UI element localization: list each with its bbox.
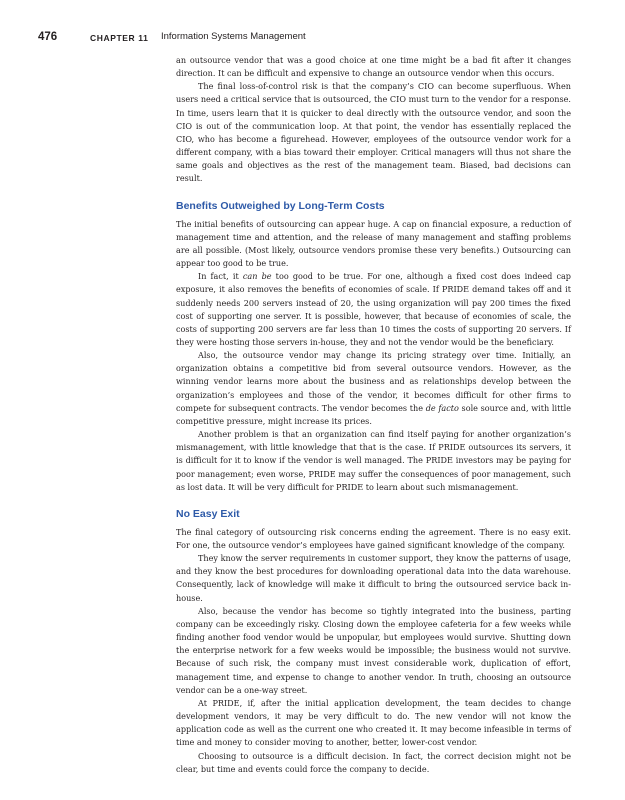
chapter-title: Information Systems Management (161, 31, 306, 42)
paragraph: The initial benefits of outsourcing can appear huge. A cap on financial exposure, a reduction of management time and attention, and the release of many management and staffing problems are all possible. (Most likely, outsource vendors promise these very benefits.) Outsourcing can appear too good to be true. (176, 218, 571, 269)
page-body (176, 54, 571, 776)
text-run: Also, the outsource vendor may change its pricing strategy over time. Initially, an organization obtains a competitive bid from several outsource vendors. However, as the winning vendor learns more about the business and as relationships develop between the organization’s employees and those of the vendor, it becomes difficult for other firms to compete for subsequent contracts. The vendor becomes the (176, 350, 571, 413)
paragraph (176, 349, 571, 428)
text-run: too good to be true. For one, although a fixed cost does indeed cap exposure, it also removes the benefits of economies of scale. If PRIDE demand takes off and it suddenly needs 200 servers instead of 20, the using organization will pay 200 times the fixed cost of supporting one server. It is possible, however, that because of economies of scale, the costs of supporting 200 servers are far less than 10 times the costs of supporting 20 servers. If they were hosting those servers in-house, they and not the vendor would be the beneficiary. (176, 271, 571, 347)
page-number: 476 (38, 31, 58, 43)
running-head (38, 30, 588, 44)
emphasis-text: can be (242, 271, 272, 282)
section-heading-benefits: Benefits Outweighed by Long-Term Costs (176, 199, 385, 212)
emphasis-text: de facto (425, 402, 459, 413)
paragraph (176, 270, 571, 349)
chapter-label: CHAPTER 11 (90, 33, 149, 43)
text-run: In fact, it (198, 271, 243, 282)
paragraph: At PRIDE, if, after the initial application development, the team decides to change development vendors, it may be very difficult to do. The new vendor will not know the application code as well as the current one who created it. It may become infeasible in terms of time and money to consider moving to another, better, lower-cost vendor. (176, 697, 571, 748)
paragraph: Choosing to outsource is a difficult decision. In fact, the correct decision might not be clear, but time and events could force the company to decide. (176, 750, 571, 774)
paragraph: The final loss-of-control risk is that the company’s CIO can become superfluous. When users need a critical service that is outsourced, the CIO must turn to the vendor for a response. In time, users learn that it is quicker to deal directly with the outsource vendor, and soon the CIO is out of the communication loop. At that point, the vendor has essentially replaced the CIO, who has become a figurehead. However, employees of the outsource vendor work for a different company, with a bias toward their employer. Critical managers will thus not share the same goals and objectives as the rest of the management team. Biased, bad decisions can result. (176, 81, 571, 184)
paragraph: They know the server requirements in customer support, they know the patterns of usage, and they know the best procedures for downloading operational data into the data warehouse. Consequently, lack of knowledge will make it difficult to bring the outsourced service back in-house. (176, 553, 571, 603)
paragraph: The final category of outsourcing risk concerns ending the agreement. There is no easy exit. For one, the outsource vendor’s employees have gained significant knowledge of the company. (176, 526, 571, 550)
paragraph: Also, because the vendor has become so tightly integrated into the business, parting company can be exceedingly risky. Closing down the employee cafeteria for a few weeks while finding another food vendor would be unpopular, but employees would survive. Shutting down the enterprise network for a few weeks would be impossible; the business would not survive. Because of such risk, the company must invest considerable work, duplication of effort, management time, and expense to change to another vendor. In truth, choosing an outsource vendor can be a one-way street. (176, 605, 571, 695)
section-heading-exit: No Easy Exit (176, 507, 240, 520)
text-run: sole source and, with little competitive pressure, might increase its prices. (176, 402, 571, 426)
paragraph: an outsource vendor that was a good choice at one time might be a bad fit after it changes direction. It can be difficult and expensive to change an outsource vendor when this occurs. (176, 55, 571, 79)
paragraph: Another problem is that an organization can find itself paying for another organization’s mismanagement, with little knowledge that that is the case. If PRIDE outsources its servers, it is difficult for it to know if the vendor is well managed. The PRIDE investors may be paying for poor management; even worse, PRIDE may suffer the consequences of poor management, such as lost data. It will be very difficult for PRIDE to learn about such mismanagement. (176, 429, 571, 492)
